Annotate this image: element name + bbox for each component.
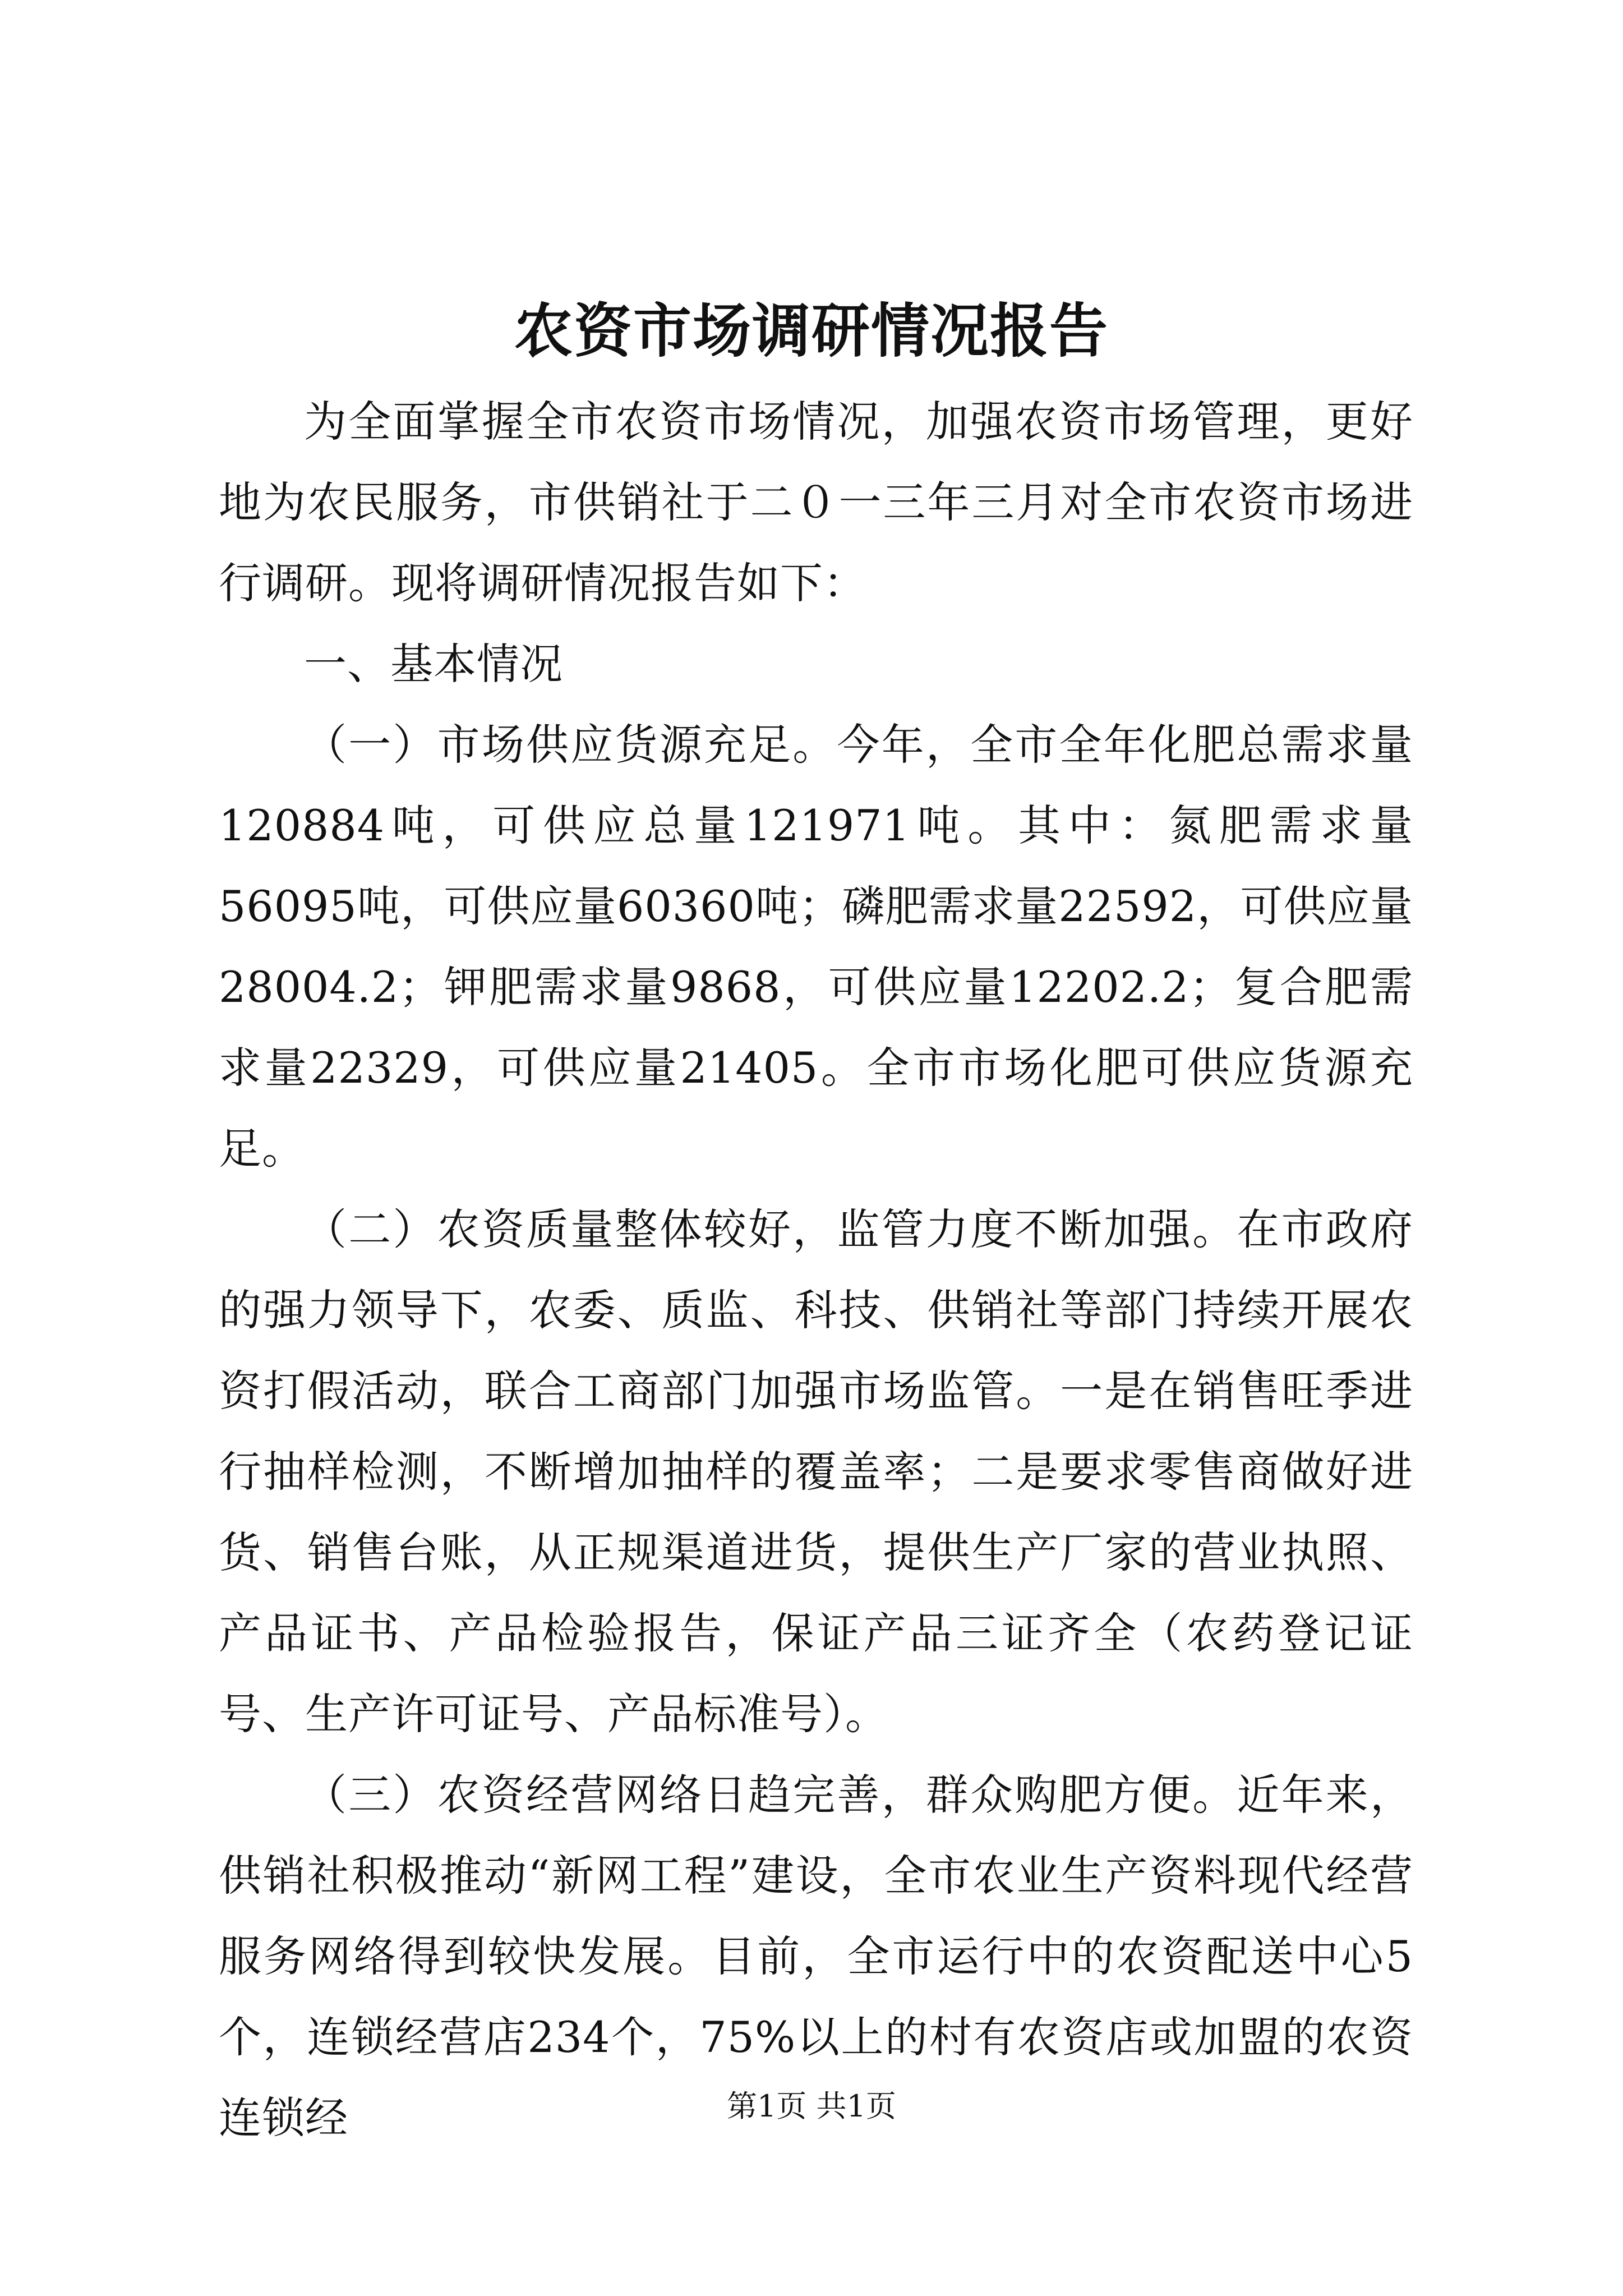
intro-paragraph: 为全面掌握全市农资市场情况，加强农资市场管理，更好地为农民服务，市供销社于二０一三年三月对全市农资市场进行调研。现将调研情况报告如下：: [219, 397, 1413, 608]
paragraph-supply: （一）市场供应货源充足。今年，全市全年化肥总需求量120884吨，可供应总量121971吨。其中：氮肥需求量56095吨，可供应量60360吨；磷肥需求量22592，可供应量28004.2；钾肥需求量9868，可供应量12202.2；复合肥需求量22329，可供应量21405。全市市场化肥可供应货源充足。: [219, 720, 1413, 1174]
page-footer: 第1页 共1页: [727, 2088, 896, 2124]
section-heading-basic: 一、基本情况: [304, 639, 563, 689]
document-body: [219, 381, 1413, 2159]
document-title: 农资市场调研情况报告: [514, 296, 1109, 365]
paragraph-network: （三）农资经营网络日趋完善，群众购肥方便。近年来，供销社积极推动“新网工程”建设，全市农业生产资料现代经营服务网络得到较快发展。目前，全市运行中的农资配送中心5个，连锁经营店234个，75%以上的村有农资店或加盟的农资连锁经: [219, 1770, 1413, 2143]
paragraph-quality: （二）农资质量整体较好，监管力度不断加强。在市政府的强力领导下，农委、质监、科技、供销社等部门持续开展农资打假活动，联合工商部门加强市场监管。一是在销售旺季进行抽样检测，不断增加抽样的覆盖率；二是要求零售商做好进货、销售台账，从正规渠道进货，提供生产厂家的营业执照、产品证书、产品检验报告，保证产品三证齐全（农药登记证号、生产许可证号、产品标准号）。: [219, 1204, 1413, 1739]
